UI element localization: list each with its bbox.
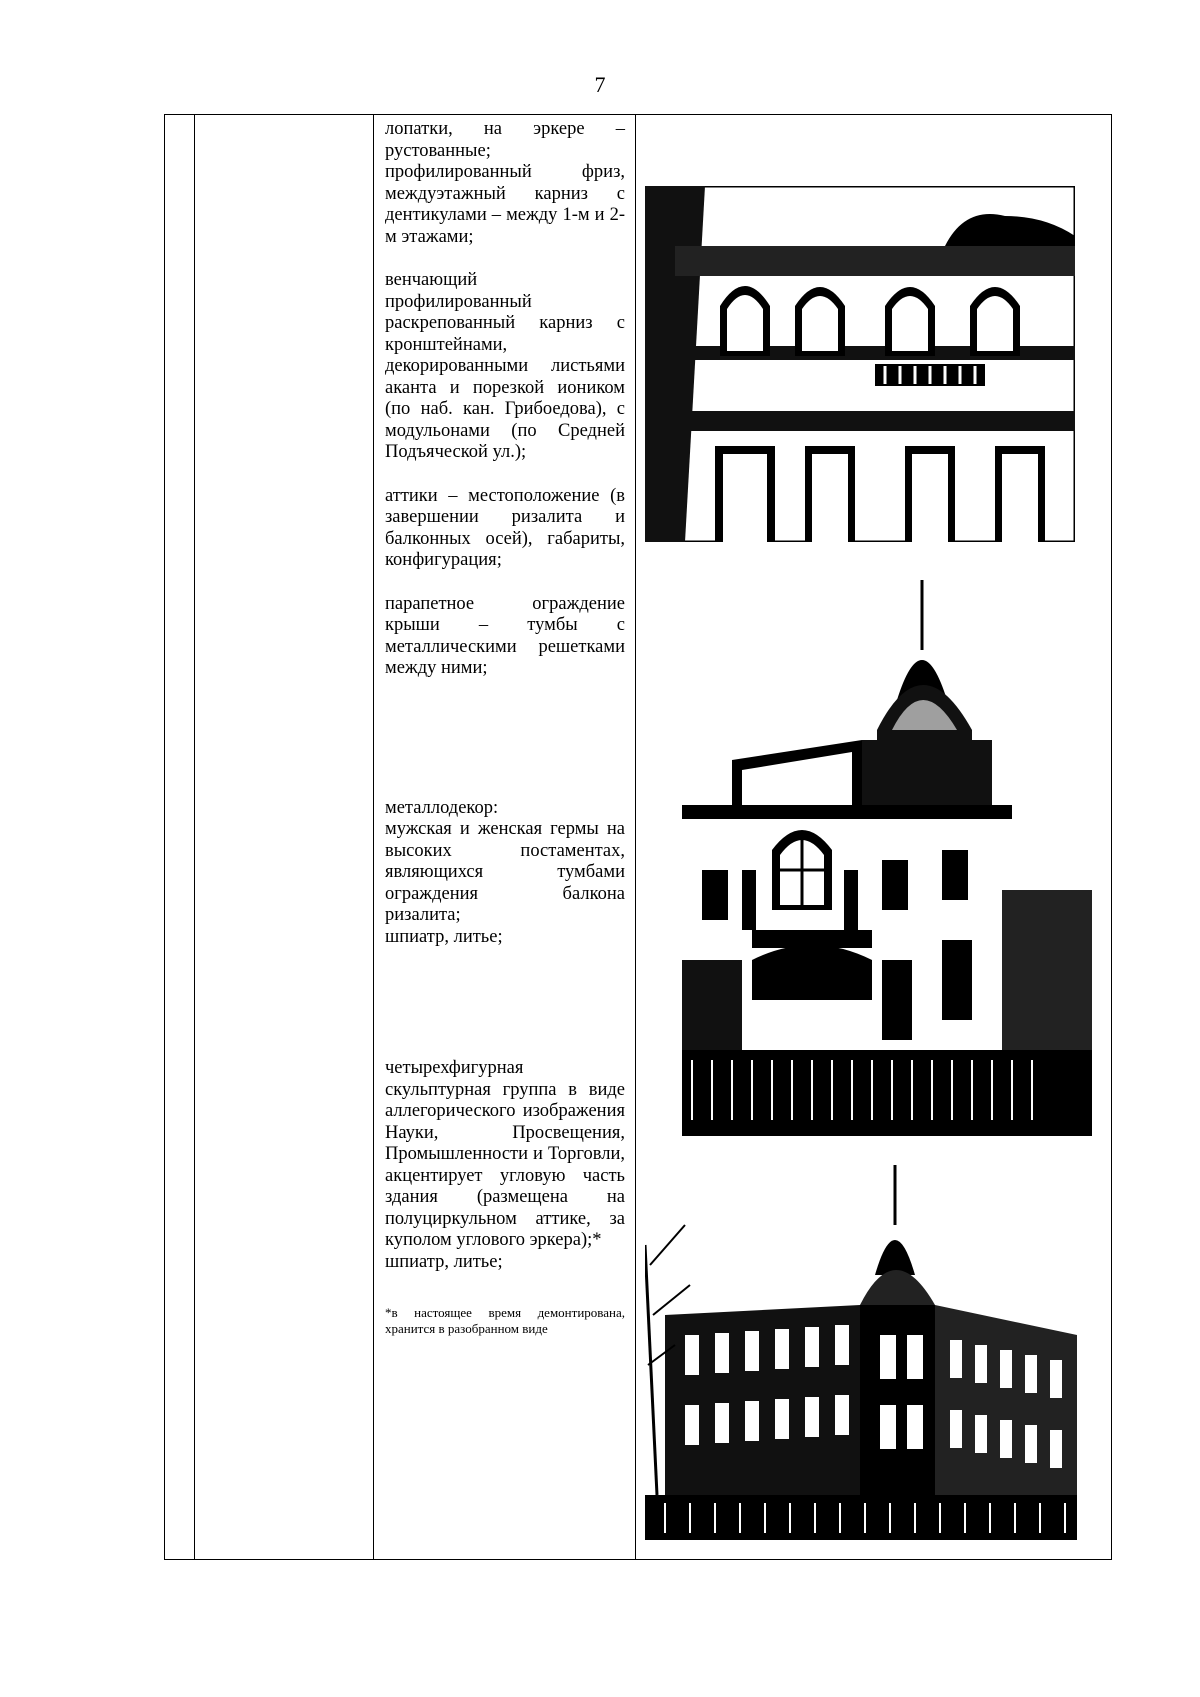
description-column xyxy=(373,115,635,1337)
item-material-2: шпиатр, литье; xyxy=(385,1251,503,1272)
corner-building-photo xyxy=(682,580,1092,1136)
column-divider xyxy=(635,115,636,1559)
building-general-view-photo xyxy=(645,1165,1077,1540)
item-material-1: шпиатр, литье; xyxy=(385,926,503,947)
item-cornice: венчающий профилированный раскрепованный карниз с кронштейнами, декорированными листьями аканта и порезкой иоником (по наб. кан. Грибоедова), с модульонами (по Средней Подъяческой ул.); xyxy=(385,270,625,462)
column-divider xyxy=(194,115,195,1559)
page-number: 7 xyxy=(594,72,606,97)
item-frieze: профилированный фриз, междуэтажный карниз с дентикулами – между 1-м и 2-м этажами; xyxy=(385,162,625,247)
item-sculpture-group: четырехфигурная скульптурная группа в виде аллегорического изображения Науки, Просвещения, Промышленности и Торговли, акцентирует угловую часть здания (размещена на полуциркульном аттике, за куполом углового эркера);* xyxy=(385,1058,625,1250)
item-attics: аттики – местоположение (в завершении ризалита и балконных осей), габариты, конфигурация; xyxy=(385,485,625,570)
facade-fragment-photo xyxy=(645,186,1075,542)
item-metal-decor: металлодекор: xyxy=(385,797,499,818)
item-parapet: парапетное ограждение крыши – тумбы с металлическими решетками между ними; xyxy=(385,593,625,678)
item-pilasters: лопатки, на эркере – рустованные; xyxy=(385,119,625,161)
item-herms: мужская и женская гермы на высоких постаментах, являющихся тумбами ограждения балкона ризалита; xyxy=(385,819,625,925)
footnote: *в настоящее время демонтирована, хранится в разобранном виде xyxy=(385,1305,625,1336)
